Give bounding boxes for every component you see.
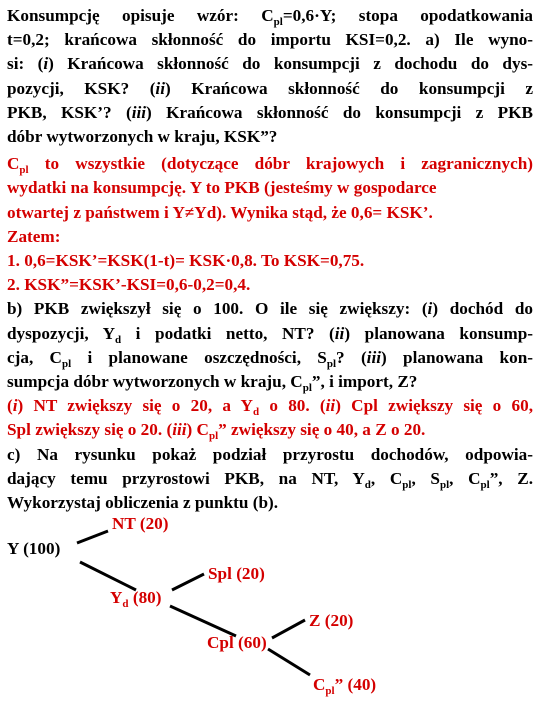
answer-a-line-2: wydatki na konsumpcję. Y to PKB (jesteśmy w gospodarce bbox=[7, 178, 437, 198]
node-y: Y (100) bbox=[7, 539, 61, 558]
connector-cpl-z bbox=[272, 620, 305, 638]
income-split-diagram bbox=[0, 512, 540, 720]
connector-yd-cpl bbox=[170, 606, 236, 636]
connector-cpl-cpl2 bbox=[268, 649, 310, 675]
answer-b-line-2: Spl zwiększy się o 20. (iii) $C_{pl}$” zwiększy się o 40, a Z o 20. bbox=[7, 420, 426, 443]
answer-a-line-6: 2. KSK”=KSK’-KSI=0,6-0,2=0,4. bbox=[7, 275, 251, 295]
node-nt: NT (20) bbox=[112, 514, 169, 533]
question-c-line-1: c) Na rysunku pokaż podział przyrostu dochodów, odpowia- bbox=[7, 444, 533, 464]
question-c-line-3: Wykorzystaj obliczenia z punktu (b). bbox=[7, 493, 279, 513]
question-a-line-5: PKB, KSK’? (iii) Krańcowa skłonność do konsumpcji z PKB bbox=[7, 102, 533, 122]
question-a-line-3: si: (i) Krańcowa skłonność do konsumpcji z dochodu do dys- bbox=[7, 54, 533, 74]
connector-y-yd bbox=[80, 562, 136, 590]
answer-a-line-4: Zatem: bbox=[7, 226, 61, 246]
answer-a-line-5: 1. 0,6=KSK’=KSK(1-t)= KSK·0,8. To KSK=0,75. bbox=[7, 251, 365, 271]
question-b-line-1: b) PKB zwiększył się o 100. O ile się zwiększy: (i) dochód do bbox=[7, 299, 533, 319]
node-cpl-domestic: $C_{pl}$” (40) bbox=[313, 675, 377, 697]
question-c-line-2: dający temu przyrostowi PKB, na NT, $Y_d$, $C_{pl}$, $S_{pl}$, $C_{pl}$”, Z. bbox=[7, 468, 533, 491]
answer-a-line-1: $C_{pl}$ to wszystkie (dotyczące dóbr krajowych i zagranicznych) bbox=[7, 154, 533, 177]
question-b-line-4: sumpcja dóbr wytworzonych w kraju, $C_{pl}$”, i import, Z? bbox=[7, 372, 418, 395]
document-page bbox=[7, 4, 533, 515]
question-a-line-4: pozycji, KSK? (ii) Krańcowa skłonność do konsumpcji z bbox=[7, 78, 533, 98]
question-b-line-2: dyspozycji, $Y_d$ i podatki netto, NT? (ii) planowana konsump- bbox=[7, 323, 533, 346]
node-spl: Spl (20) bbox=[208, 564, 265, 583]
question-a-line-6: dóbr wytworzonych w kraju, KSK”? bbox=[7, 127, 278, 147]
question-a-line-2: t=0,2; krańcowa skłonność do importu KSI=0,2. a) Ile wyno- bbox=[7, 30, 533, 50]
question-a-line-1: Konsumpcję opisuje wzór: $C_{pl}=0,6\cdot Y$; stopa opodatkowania bbox=[7, 6, 533, 28]
answer-b-line-1: (i) NT zwiększy się o 20, a $Y_d$ o 80. (ii) Cpl zwiększy się o 60, bbox=[7, 396, 533, 419]
connector-yd-spl bbox=[172, 574, 204, 590]
diagram-connectors bbox=[0, 512, 540, 720]
question-b-line-3: cja, $C_{pl}$ i planowane oszczędności, $S_{pl}$? (iii) planowana kon- bbox=[7, 347, 533, 370]
node-yd: $Y_d$ (80) bbox=[110, 588, 162, 610]
answer-a-line-3: otwartej z państwem i Y≠Yd). Wynika stąd, że 0,6= KSK’. bbox=[7, 202, 433, 222]
connector-y-nt bbox=[77, 531, 108, 543]
node-z: Z (20) bbox=[309, 611, 354, 630]
node-cpl: Cpl (60) bbox=[207, 633, 267, 652]
